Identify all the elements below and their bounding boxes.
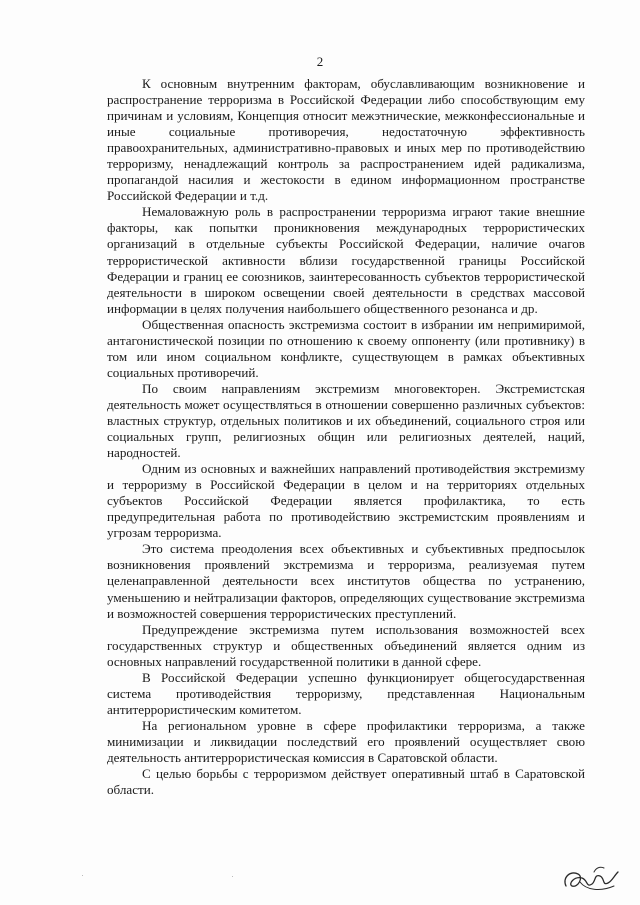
paragraph-internal-factors: К основным внутренним факторам, обуславливающим возникновение и распространение терроризма в Российской Федерации либо способствующим ему причинам и условиям, Концепция относит межэтнические, межконфессиональные и иные социальные противоречия, недостаточную эффективность правоохранительных, административно-правовых и иных мер по противодействию терроризму, ненадлежащий контроль за распространением идей радикализма, пропагандой насилия и жестокости в едином информационном пространстве Российской Федерации и т.д. <box>107 76 585 204</box>
scan-speck <box>82 875 83 876</box>
paragraph-operational-staff: С целью борьбы с терроризмом действует оперативный штаб в Саратовской области. <box>107 766 585 798</box>
scan-speck <box>232 876 233 877</box>
page-number: 2 <box>316 54 324 69</box>
document-body <box>107 76 585 798</box>
paragraph-external-factors: Немаловажную роль в распространении терроризма играют такие внешние факторы, как попытки проникновения международных террористических организаций в отдельные субъекты Российской Федерации, наличие очагов террористической активности вблизи государственной границы Российской Федерации и границ ее союзников, заинтересованность субъектов террористической деятельности в широком освещении своей деятельности в средствах массовой информации в целях получения наибольшего общественного резонанса и др. <box>107 204 585 316</box>
paragraph-system: Это система преодоления всех объективных и субъективных предпосылок возникновения проявлений экстремизма и терроризма, реализуемая путем целенаправленной деятельности всех институтов общества по устранению, уменьшению и нейтрализации факторов, определяющих существование экстремизма и возможностей совершения террористических преступлений. <box>107 541 585 621</box>
handwritten-signature <box>560 860 622 896</box>
paragraph-directions: По своим направлениям экстремизм многовекторен. Экстремистская деятельность может осуществляться в отношении совершенно различных субъектов: властных структур, отдельных политиков и их объединений, социального строя или социальных групп, религиозных общин или религиозных деятелей, наций, народностей. <box>107 380 585 461</box>
paragraph-regional-commission: На региональном уровне в сфере профилактики терроризма, а также минимизации и ликвидации последствий его проявлений осуществляет свою деятельность антитеррористическая комиссия в Саратовской области. <box>107 717 585 765</box>
paragraph-warning: Предупреждение экстремизма путем использования возможностей всех государственных структур и общественных объединений является одним из основных направлений государственной политики в данной сфере. <box>107 621 585 669</box>
paragraph-national-committee: В Российской Федерации успешно функционирует общегосударственная система противодействия терроризму, представленная Национальным антитеррористическим комитетом. <box>107 669 585 717</box>
paragraph-prevention: Одним из основных и важнейших направлений противодействия экстремизму и терроризму в Российской Федерации в целом и на территориях отдельных субъектов Российской Федерации является профилактика, то есть предупредительная работа по противодействию экстремистским проявлениям и угрозам терроризма. <box>107 461 585 541</box>
paragraph-public-danger: Общественная опасность экстремизма состоит в избрании им непримиримой, антагонистической позиции по отношению к своему оппоненту (или противнику) в том или ином социальном конфликте, существующем в рамках объективных социальных противоречий. <box>107 316 585 380</box>
